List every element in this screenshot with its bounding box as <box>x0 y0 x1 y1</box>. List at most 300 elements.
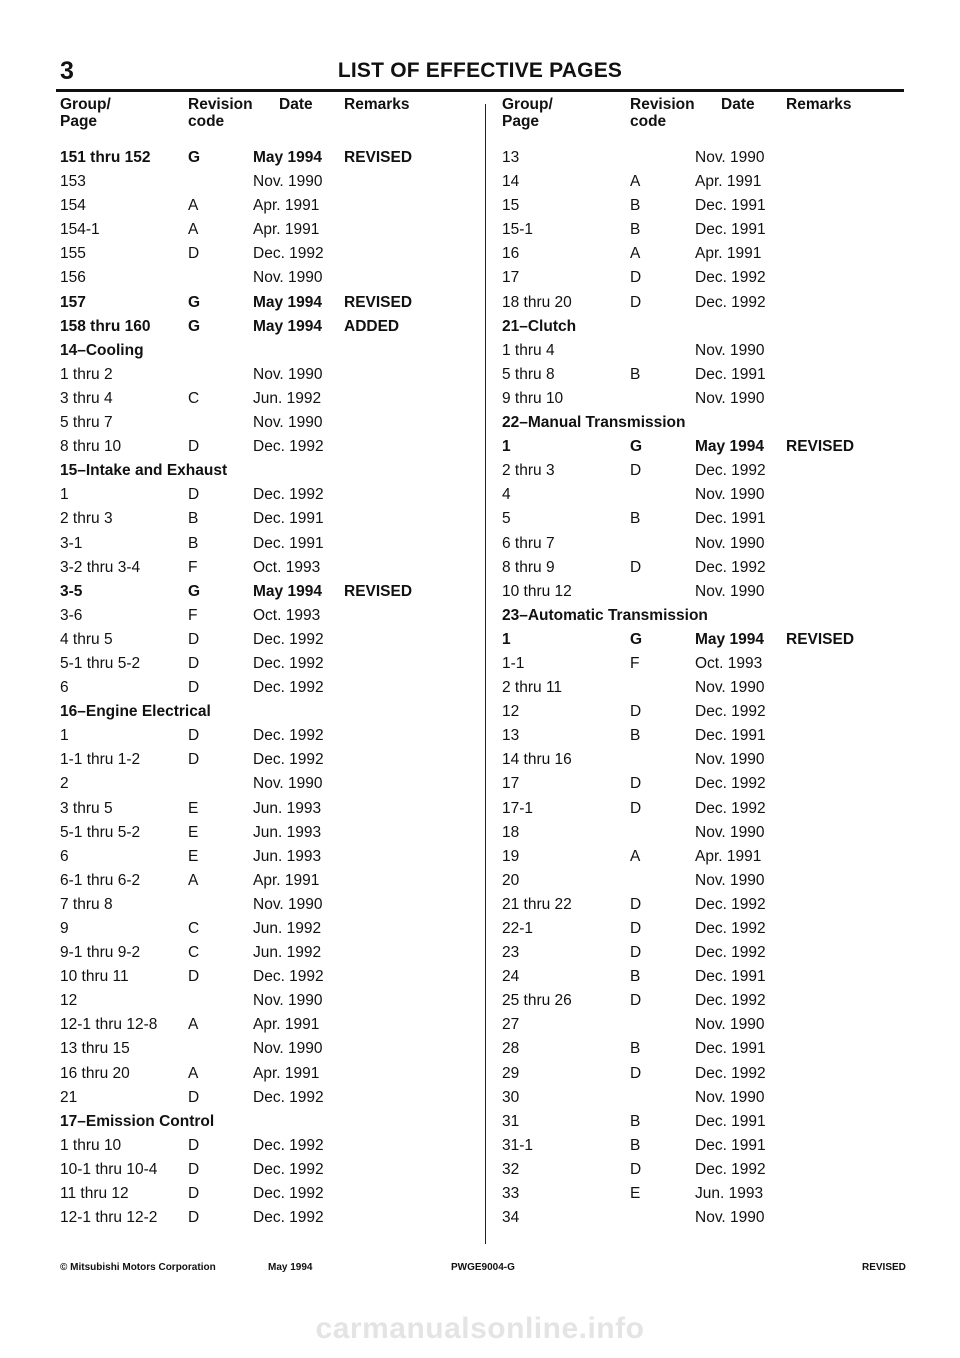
section-heading <box>60 339 480 363</box>
cell-date: Apr. 1991 <box>253 1016 320 1034</box>
table-row <box>502 652 922 676</box>
table-row <box>502 1206 922 1230</box>
table-row <box>502 941 922 965</box>
cell-date: Nov. 1990 <box>695 149 765 166</box>
table-row <box>60 821 480 845</box>
section-heading <box>60 700 480 724</box>
cell-revision-code: B <box>630 510 641 528</box>
cell-revision-code: B <box>630 727 641 745</box>
cell-date: Dec. 1992 <box>253 245 324 263</box>
table-row <box>60 532 480 556</box>
cell-date: Nov. 1990 <box>695 823 765 841</box>
table-row <box>502 772 922 796</box>
cell-revision-code: A <box>188 871 199 889</box>
table-row <box>60 315 480 339</box>
cell-page: 24 <box>502 968 520 986</box>
table-row <box>60 965 480 989</box>
cell-date: Dec. 1992 <box>253 1160 324 1178</box>
cell-page: 12-1 thru 12-8 <box>60 1016 158 1034</box>
cell-page: 20 <box>502 871 520 889</box>
cell-revision-code: D <box>188 630 200 648</box>
cell-revision-code: D <box>188 1185 200 1203</box>
table-row <box>60 507 480 531</box>
table-row <box>502 965 922 989</box>
cell-page: 13 <box>502 149 520 166</box>
cell-page: 16 thru 20 <box>60 1064 130 1082</box>
cell-page: 9 <box>60 920 69 937</box>
cell-page: 19 <box>502 847 520 865</box>
header-date: Date <box>721 96 755 113</box>
cell-revision-code: D <box>630 920 642 937</box>
cell-date: Nov. 1990 <box>253 992 323 1010</box>
table-row <box>502 724 922 748</box>
table-row <box>502 1062 922 1086</box>
table-row <box>502 146 922 170</box>
cell-page: 3 thru 4 <box>60 389 113 407</box>
cell-page: 1 thru 10 <box>60 1136 122 1154</box>
cell-date: Dec. 1992 <box>253 727 324 745</box>
table-row <box>60 989 480 1013</box>
cell-revision-code: D <box>630 293 642 311</box>
page-number: 3 <box>60 57 74 85</box>
table-row <box>60 724 480 748</box>
cell-page: 17 <box>502 775 520 793</box>
cell-date: Dec. 1991 <box>695 197 766 215</box>
cell-page: 10 thru 11 <box>60 968 129 986</box>
cell-revision-code: A <box>188 197 199 215</box>
cell-date: Dec. 1992 <box>253 438 324 456</box>
cell-page: 18 <box>502 823 520 841</box>
footer-date: May 1994 <box>268 1262 313 1273</box>
cell-page: 14 <box>502 173 520 191</box>
cell-page: 22-1 <box>502 920 534 937</box>
cell-revision-code: A <box>630 173 641 191</box>
cell-page: 11 thru 12 <box>60 1185 129 1203</box>
table-row <box>502 1134 922 1158</box>
cell-remarks: REVISED <box>344 582 413 600</box>
cell-page: 12-1 thru 12-2 <box>60 1209 158 1227</box>
table-row <box>60 1086 480 1110</box>
cell-date: Dec. 1992 <box>253 654 324 672</box>
cell-date: Dec. 1992 <box>695 1160 766 1178</box>
cell-revision-code: D <box>188 1160 200 1178</box>
cell-date: Apr. 1991 <box>253 221 320 239</box>
page-title: LIST OF EFFECTIVE PAGES <box>337 59 623 82</box>
cell-revision-code: D <box>630 992 642 1010</box>
table-row <box>502 291 922 315</box>
cell-page: 6 <box>60 679 69 697</box>
cell-date: Dec. 1992 <box>253 679 324 697</box>
cell-date: Jun. 1993 <box>253 847 322 865</box>
cell-date: Jun. 1993 <box>253 823 322 841</box>
cell-page: 151 thru 152 <box>60 149 151 166</box>
cell-revision-code: B <box>630 365 641 383</box>
cell-revision-code: E <box>188 799 199 817</box>
cell-page: 18 thru 20 <box>502 293 572 311</box>
cell-date: Nov. 1990 <box>695 341 765 359</box>
table-row <box>60 1182 480 1206</box>
cell-revision-code: C <box>188 944 200 962</box>
cell-page: 1-1 <box>502 654 525 672</box>
cell-date: Jun. 1992 <box>253 920 322 937</box>
cell-revision-code: D <box>188 751 200 769</box>
cell-date: Nov. 1990 <box>695 582 765 600</box>
section-title: 21–Clutch <box>502 317 577 335</box>
table-row <box>502 1110 922 1134</box>
cell-revision-code: D <box>630 558 642 576</box>
table-row <box>60 676 480 700</box>
table-row <box>502 893 922 917</box>
cell-date: Dec. 1991 <box>695 1112 766 1130</box>
cell-revision-code: D <box>188 679 200 697</box>
table-row <box>60 941 480 965</box>
table-row <box>502 1182 922 1206</box>
table-row <box>502 387 922 411</box>
cell-date: Nov. 1990 <box>695 1016 765 1034</box>
cell-date: May 1994 <box>695 630 764 648</box>
cell-page: 12 <box>502 703 520 721</box>
cell-page: 1 thru 4 <box>502 341 555 359</box>
cell-date: Dec. 1992 <box>695 944 766 962</box>
cell-page: 9 thru 10 <box>502 389 564 407</box>
cell-page: 31 <box>502 1112 520 1130</box>
cell-date: Dec. 1992 <box>695 920 766 937</box>
cell-remarks: ADDED <box>344 317 400 335</box>
cell-page: 1 thru 2 <box>60 365 113 383</box>
cell-revision-code: A <box>188 1016 199 1034</box>
cell-page: 5 <box>502 510 511 528</box>
header-remarks: Remarks <box>344 96 410 113</box>
table-row <box>60 869 480 893</box>
left-rows <box>60 146 480 1230</box>
cell-revision-code: F <box>188 606 198 624</box>
cell-page: 3-6 <box>60 606 83 624</box>
watermark: carmanualsonline.info <box>315 1312 645 1345</box>
cell-date: Dec. 1992 <box>253 1136 324 1154</box>
cell-page: 4 thru 5 <box>60 630 113 648</box>
cell-date: Jun. 1992 <box>253 944 322 962</box>
table-row <box>502 170 922 194</box>
cell-page: 1 <box>60 486 69 504</box>
header-revision-code: Revision code <box>630 96 695 130</box>
cell-page: 12 <box>60 992 78 1010</box>
cell-revision-code: G <box>188 293 201 311</box>
right-rows <box>502 146 922 1230</box>
cell-revision-code: D <box>188 438 200 456</box>
cell-revision-code: G <box>630 438 643 456</box>
table-row <box>502 363 922 387</box>
cell-revision-code: B <box>188 510 199 528</box>
table-row <box>60 748 480 772</box>
footer-status: REVISED <box>862 1262 906 1273</box>
cell-page: 14 thru 16 <box>502 751 572 769</box>
cell-page: 2 thru 3 <box>60 510 113 528</box>
table-row <box>502 218 922 242</box>
cell-page: 158 thru 160 <box>60 317 151 335</box>
table-row <box>60 435 480 459</box>
table-row <box>502 242 922 266</box>
table-row <box>60 1037 480 1061</box>
cell-revision-code: E <box>188 847 199 865</box>
cell-remarks: REVISED <box>344 149 413 166</box>
left-column <box>60 96 480 1230</box>
table-row <box>60 604 480 628</box>
cell-page: 8 thru 10 <box>60 438 122 456</box>
cell-page: 13 thru 15 <box>60 1040 130 1058</box>
section-title: 23–Automatic Transmission <box>502 606 708 624</box>
cell-page: 6-1 thru 6-2 <box>60 871 141 889</box>
cell-date: Dec. 1991 <box>253 534 324 552</box>
table-row <box>502 435 922 459</box>
cell-page: 32 <box>502 1160 520 1178</box>
cell-revision-code: B <box>630 221 641 239</box>
cell-revision-code: D <box>630 462 642 480</box>
table-row <box>60 845 480 869</box>
cell-page: 17 <box>502 269 520 287</box>
cell-revision-code: D <box>188 654 200 672</box>
table-row <box>60 1158 480 1182</box>
cell-revision-code: A <box>188 1064 199 1082</box>
cell-page: 3-2 thru 3-4 <box>60 558 141 576</box>
cell-date: Nov. 1990 <box>695 486 765 504</box>
cell-revision-code: B <box>188 534 199 552</box>
cell-date: Apr. 1991 <box>253 197 320 215</box>
cell-revision-code: D <box>188 727 200 745</box>
left-table-header <box>60 96 480 144</box>
cell-page: 13 <box>502 727 520 745</box>
section-heading <box>502 315 922 339</box>
cell-revision-code: G <box>188 317 201 335</box>
cell-date: Dec. 1992 <box>253 1185 324 1203</box>
table-row <box>502 989 922 1013</box>
table-row <box>502 532 922 556</box>
cell-date: Dec. 1991 <box>695 365 766 383</box>
cell-revision-code: D <box>188 1136 200 1154</box>
cell-date: Nov. 1990 <box>695 679 765 697</box>
cell-page: 23 <box>502 944 520 962</box>
cell-date: Apr. 1991 <box>253 1064 320 1082</box>
cell-revision-code: D <box>630 703 642 721</box>
cell-page: 153 <box>60 173 86 191</box>
cell-revision-code: G <box>188 582 201 600</box>
table-row <box>60 917 480 941</box>
cell-date: Nov. 1990 <box>695 751 765 769</box>
cell-page: 3 thru 5 <box>60 799 113 817</box>
cell-page: 2 thru 3 <box>502 462 555 480</box>
table-row <box>502 628 922 652</box>
cell-revision-code: B <box>630 1136 641 1154</box>
table-row <box>502 1013 922 1037</box>
cell-page: 15-1 <box>502 221 534 239</box>
cell-page: 3-1 <box>60 534 83 552</box>
cell-date: Nov. 1990 <box>253 365 323 383</box>
cell-date: Dec. 1992 <box>695 775 766 793</box>
cell-revision-code: D <box>630 895 642 913</box>
column-divider <box>485 104 486 1244</box>
cell-page: 156 <box>60 269 86 287</box>
cell-page: 157 <box>60 293 86 311</box>
cell-date: Nov. 1990 <box>253 173 323 191</box>
cell-page: 155 <box>60 245 86 263</box>
cell-date: May 1994 <box>253 582 322 600</box>
cell-revision-code: B <box>630 1112 641 1130</box>
cell-date: Jun. 1993 <box>695 1185 764 1203</box>
table-row <box>60 218 480 242</box>
footer-copyright: © Mitsubishi Motors Corporation <box>60 1262 216 1273</box>
table-row <box>502 556 922 580</box>
cell-page: 154-1 <box>60 221 100 239</box>
cell-date: Dec. 1991 <box>695 727 766 745</box>
cell-date: Dec. 1991 <box>695 1136 766 1154</box>
table-row <box>60 170 480 194</box>
header-group-page: Group/ Page <box>60 96 111 130</box>
table-row <box>502 507 922 531</box>
table-row <box>60 363 480 387</box>
table-row <box>502 1086 922 1110</box>
cell-date: Apr. 1991 <box>695 173 762 191</box>
cell-revision-code: C <box>188 389 200 407</box>
cell-date: Dec. 1992 <box>253 1088 324 1106</box>
cell-date: Dec. 1992 <box>695 269 766 287</box>
cell-date: Apr. 1991 <box>695 847 762 865</box>
cell-date: Dec. 1992 <box>253 751 324 769</box>
cell-page: 8 thru 9 <box>502 558 555 576</box>
table-row <box>60 242 480 266</box>
cell-page: 16 <box>502 245 520 263</box>
cell-date: Nov. 1990 <box>253 895 323 913</box>
table-row <box>502 917 922 941</box>
cell-revision-code: D <box>188 1209 200 1227</box>
table-row <box>502 580 922 604</box>
section-title: 22–Manual Transmission <box>502 414 686 432</box>
table-row <box>502 869 922 893</box>
cell-revision-code: B <box>630 197 641 215</box>
header-remarks: Remarks <box>786 96 852 113</box>
cell-date: Dec. 1992 <box>695 703 766 721</box>
cell-revision-code: D <box>188 968 200 986</box>
cell-revision-code: A <box>630 847 641 865</box>
cell-revision-code: G <box>188 149 201 166</box>
cell-page: 1-1 thru 1-2 <box>60 751 141 769</box>
cell-page: 10-1 thru 10-4 <box>60 1160 158 1178</box>
table-row <box>502 339 922 363</box>
cell-revision-code: A <box>188 221 199 239</box>
cell-page: 25 thru 26 <box>502 992 572 1010</box>
cell-page: 28 <box>502 1040 520 1058</box>
table-row <box>60 483 480 507</box>
table-row <box>502 483 922 507</box>
table-row <box>502 459 922 483</box>
table-row <box>60 1206 480 1230</box>
cell-page: 2 thru 11 <box>502 679 563 697</box>
cell-date: Nov. 1990 <box>253 414 323 432</box>
cell-page: 21 thru 22 <box>502 895 572 913</box>
cell-date: Dec. 1991 <box>695 1040 766 1058</box>
cell-page: 27 <box>502 1016 520 1034</box>
cell-page: 2 <box>60 775 69 793</box>
cell-revision-code: D <box>630 1160 642 1178</box>
cell-page: 3-5 <box>60 582 83 600</box>
cell-date: Oct. 1993 <box>695 654 763 672</box>
table-row <box>60 1134 480 1158</box>
table-row <box>502 676 922 700</box>
cell-date: Dec. 1991 <box>695 510 766 528</box>
cell-date: Dec. 1991 <box>695 221 766 239</box>
cell-date: Nov. 1990 <box>695 1209 765 1227</box>
cell-revision-code: E <box>188 823 199 841</box>
cell-page: 21 <box>60 1088 78 1106</box>
cell-date: Dec. 1992 <box>695 799 766 817</box>
header-revision-code: Revision code <box>188 96 253 130</box>
cell-revision-code: D <box>188 245 200 263</box>
right-column <box>502 96 922 1230</box>
cell-revision-code: G <box>630 630 643 648</box>
cell-revision-code: E <box>630 1185 641 1203</box>
table-row <box>60 291 480 315</box>
section-title: 16–Engine Electrical <box>60 703 211 721</box>
cell-revision-code: C <box>188 920 200 937</box>
cell-remarks: REVISED <box>344 293 413 311</box>
cell-revision-code: B <box>630 1040 641 1058</box>
cell-date: Dec. 1992 <box>253 630 324 648</box>
section-title: 15–Intake and Exhaust <box>60 462 228 480</box>
cell-date: Nov. 1990 <box>253 775 323 793</box>
cell-page: 31-1 <box>502 1136 534 1154</box>
table-row <box>60 652 480 676</box>
cell-remarks: REVISED <box>786 438 855 456</box>
cell-date: Jun. 1992 <box>253 389 322 407</box>
cell-date: May 1994 <box>695 438 764 456</box>
cell-date: May 1994 <box>253 293 322 311</box>
cell-date: Nov. 1990 <box>253 269 323 287</box>
cell-revision-code: F <box>630 654 640 672</box>
cell-revision-code: D <box>630 799 642 817</box>
cell-page: 1 <box>502 438 511 456</box>
cell-date: Dec. 1992 <box>253 1209 324 1227</box>
cell-page: 5-1 thru 5-2 <box>60 654 141 672</box>
table-row <box>502 266 922 290</box>
table-row <box>60 194 480 218</box>
cell-date: Nov. 1990 <box>695 1088 765 1106</box>
table-row <box>502 1158 922 1182</box>
cell-page: 29 <box>502 1064 520 1082</box>
cell-revision-code: D <box>630 269 642 287</box>
cell-remarks: REVISED <box>786 630 855 648</box>
cell-date: Nov. 1990 <box>253 1040 323 1058</box>
cell-revision-code: D <box>630 775 642 793</box>
cell-revision-code: D <box>188 1088 200 1106</box>
table-row <box>502 194 922 218</box>
cell-revision-code: B <box>630 968 641 986</box>
cell-date: Dec. 1992 <box>695 1064 766 1082</box>
cell-date: May 1994 <box>253 317 322 335</box>
table-row <box>60 580 480 604</box>
table-row <box>60 266 480 290</box>
header-date: Date <box>279 96 313 113</box>
cell-revision-code: D <box>630 1064 642 1082</box>
cell-date: May 1994 <box>253 149 322 166</box>
table-row <box>60 556 480 580</box>
table-row <box>502 748 922 772</box>
right-table-header <box>502 96 922 144</box>
cell-date: Oct. 1993 <box>253 606 321 624</box>
table-row <box>60 893 480 917</box>
table-row <box>502 700 922 724</box>
cell-date: Apr. 1991 <box>695 245 762 263</box>
table-row <box>502 1037 922 1061</box>
cell-page: 17-1 <box>502 799 534 817</box>
cell-page: 4 <box>502 486 511 504</box>
